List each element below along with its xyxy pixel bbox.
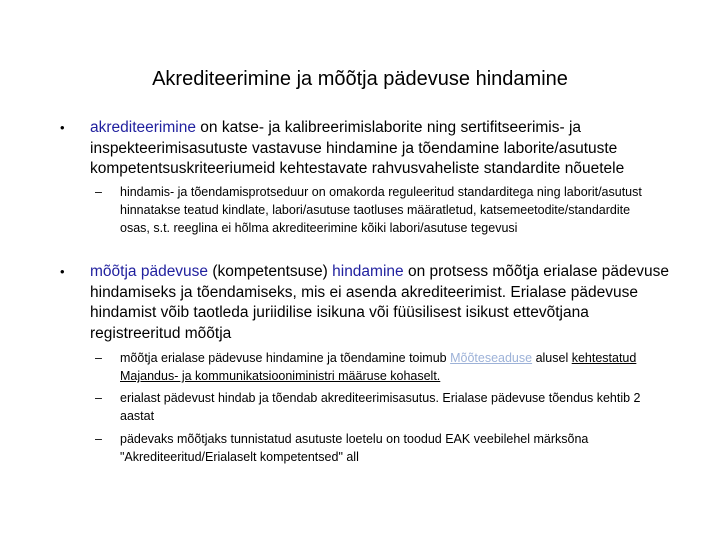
- subbullet-text: pädevaks mõõtjaks tunnistatud asutuste loetelu on toodud EAK veebilehel märksõna "Akrediteeritud/Erialaselt kompetentsed" all: [120, 432, 589, 464]
- bullet-marker: •: [60, 264, 65, 279]
- bullet-text: [90, 262, 670, 344]
- dash-marker: –: [95, 351, 102, 365]
- term-akrediteerimine: akrediteerimine: [90, 119, 196, 136]
- subbullet-text: erialast pädevust hindab ja tõendab akrediteerimisasutus. Erialase pädevuse tõendus kehtib 2 aastat: [120, 391, 641, 423]
- dash-marker: –: [95, 432, 102, 446]
- subbullet-text-mid: alusel: [532, 351, 572, 365]
- bullet-body-part2: on protsess mõõtja erialase pädevuse hindamiseks ja tõendamiseks, mis ei asenda akrediteerimist. Erialase pädevuse hindamist võib taotleda juriidilise isikuna või füüsilisest isikust ettevõtjana registreeritud mõõtja: [90, 263, 670, 342]
- subbullet-text: hindamis- ja tõendamisprotseduur on omakorda reguleeritud standarditega ning laborit/asutust hinnatakse teatud kindlate, labori/asutuse taotluses määratletud, katsemeetodite/standardite osas, s.t. reeglina ei hõlma akrediteerimine kõiki labori/asutuse tegevusi: [120, 185, 642, 235]
- term-moottja-padevuse: mõõtja pädevuse: [90, 263, 209, 280]
- slide-title: Akrediteerimine ja mõõtja pädevuse hindamine: [152, 68, 568, 90]
- mooteseaduse-link[interactable]: Mõõteseaduse: [450, 351, 533, 365]
- term-hindamine: hindamine: [332, 263, 404, 280]
- bullet-marker: •: [60, 120, 65, 135]
- bullet-body: on katse- ja kalibreerimislaborite ning sertifitseerimis- ja inspekteerimisasutuste vastavuse hindamine ja tõendamine laborite/asutuste kompetentsuskriteeriumeid kehtestavate rahvusvaheliste standardite nõuetele: [90, 119, 625, 177]
- subbullet-text-underlined: kehtestatud Majandus- ja kommunikatsiooniministri määruse kohaselt.: [120, 351, 637, 383]
- subbullet-text-pre: mõõtja erialase pädevuse hindamine ja tõendamine toimub: [120, 351, 451, 365]
- bullet-text: [90, 118, 670, 180]
- dash-marker: –: [95, 391, 102, 405]
- dash-marker: –: [95, 185, 102, 199]
- subbullet-text: [120, 349, 660, 385]
- bullet-body-part1: (kompetentsuse): [208, 263, 333, 280]
